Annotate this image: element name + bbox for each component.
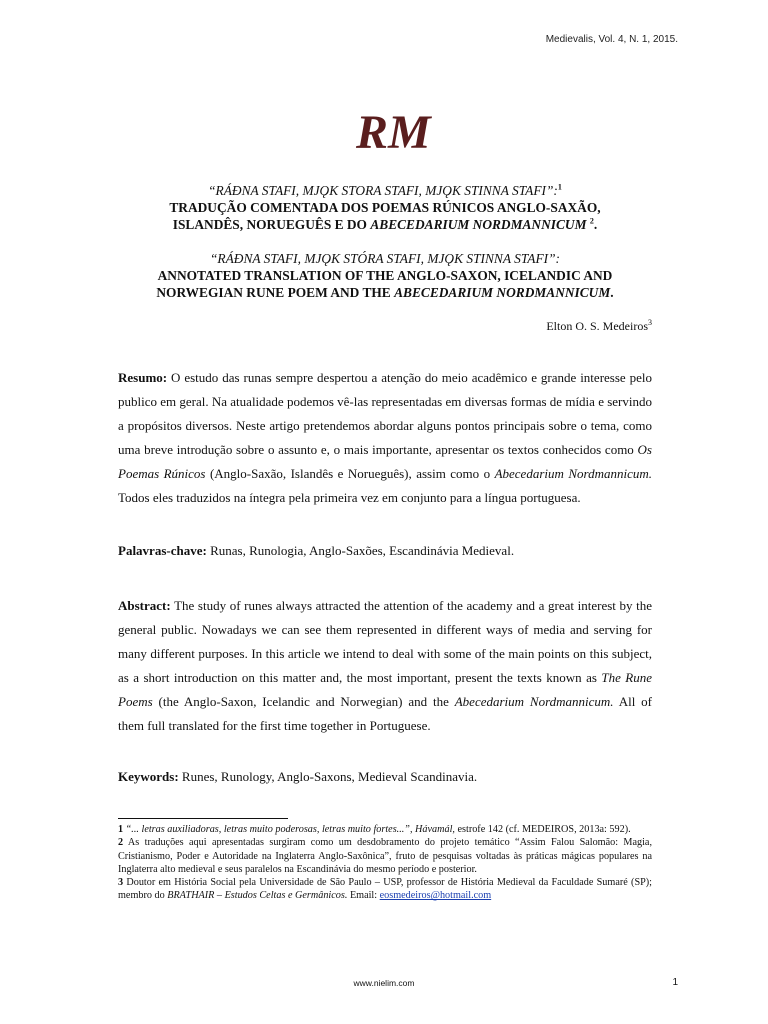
- footnote-divider: [118, 818, 288, 819]
- palavras-chave: Palavras-chave: Runas, Runologia, Anglo-Saxões, Escandinávia Medieval.: [118, 543, 515, 558]
- footnote-ref-2[interactable]: 2: [589, 216, 594, 226]
- author-name: Elton O. S. Medeiros$^3$: [546, 318, 652, 333]
- resumo-paragraph: Resumo: O estudo das runas sempre despertou a atenção do meio acadêmico e grande interesse pelo publico em geral. Na atualidade podemos vê-las representadas em diversas formas de mídia e servindo a propósitos diversos. Neste artigo pretendemos abordar alguns pontos principais sobre o tema, como uma breve introdução sobre o assunto e, o mais importante, apresentar os textos conhecidos como Os Poemas Rúnicos (Anglo-Saxão, Islandês e Norueguês), assim como o Abecedarium Nordmannicum. Todos eles traduzidos na íntegra pela primeira vez em conjunto para a língua portuguesa.: [118, 370, 652, 505]
- keywords-label: Keywords:: [118, 769, 179, 784]
- resumo-label: Resumo:: [118, 370, 168, 385]
- footnote-3: 3 Doutor em História Social pela Universidade de São Paulo – USP, professor de História Medieval da Faculdade Sumaré (SP); membro do BRATHAIR – Estudos Celtas e Germânicos. Email: eosmedeiros@hotmail.com: [118, 877, 652, 902]
- keywords: Keywords: Runes, Runology, Anglo-Saxons, Medieval Scandinavia.: [118, 769, 478, 784]
- footnote-2: 2 As traduções aqui apresentadas surgiram como um desdobramento do projeto temático “Assim Falou Salomão: Magia, Cristianismo, Poder e Autoridade na Inglaterra Anglo-Saxônica”, fruto de pesquisas voltadas às práticas mágicas populares na Inglaterra alto medieval e seus paralelos na Escandinávia do mesmo período e posterior.: [118, 837, 652, 875]
- page-number: 1: [672, 977, 678, 988]
- journal-logo: [354, 102, 431, 160]
- epigraph-pt: “RÁÐNA STAFI, MJǪK STORA STAFI, MJǪK STINNA STAFI”:: [208, 183, 558, 198]
- footnote-ref-1[interactable]: 1: [557, 182, 562, 192]
- title-pt-italic: ABECEDARIUM NORDMANNICUM: [370, 217, 587, 232]
- footer-url[interactable]: www.nielim.com: [353, 978, 415, 988]
- abstract-label: Abstract:: [118, 598, 171, 613]
- footnote-ref-3[interactable]: 3: [648, 318, 652, 327]
- title-english: “RÁÐNA STAFI, MJǪK STÓRA STAFI, MJǪK STINNA STAFI”: ANNOTATED TRANSLATION OF THE ANGLO-SAXON, ICELANDIC AND NORWEGIAN RUNE POEM AND THE ABECEDARIUM NORDMANNICUM.: [118, 250, 652, 301]
- title-portuguese: “RÁÐNA STAFI, MJǪK STORA STAFI, MJǪK STINNA STAFI”:$^1$ TRADUÇÃO COMENTADA DOS POEMAS RÚNICOS ANGLO-SAXÃO, ISLANDÊS, NORUEGUÊS E DO ABECEDARIUM NORDMANNICUM $^2$.: [118, 182, 652, 233]
- title-en-line1: ANNOTATED TRANSLATION OF THE ANGLO-SAXON, ICELANDIC AND: [157, 268, 613, 283]
- logo-text: RM: [356, 106, 431, 159]
- title-pt-line1: TRADUÇÃO COMENTADA DOS POEMAS RÚNICOS ANGLO-SAXÃO,: [169, 200, 601, 215]
- title-en-italic: ABECEDARIUM NORDMANNICUM: [394, 285, 611, 300]
- abstract-paragraph: Abstract: The study of runes always attracted the attention of the academy and a great interest by the general public. Nowadays we can see them represented in different ways of media and serving for many different purposes. In this article we intend to deal with some of the main points on this subject, as a short introduction on this matter and, the most important, present the texts known as The Rune Poems (the Anglo-Saxon, Icelandic and Norwegian) and the Abecedarium Nordmannicum. All of them full translated for the first time together in Portuguese.: [118, 598, 652, 733]
- footnote-1: 1 “... letras auxiliadoras, letras muito poderosas, letras muito fortes...”, Hávamál, estrofe 142 (cf. MEDEIROS, 2013a: 592).: [118, 824, 631, 835]
- email-link[interactable]: eosmedeiros@hotmail.com: [379, 890, 492, 902]
- title-en-line2: NORWEGIAN RUNE POEM AND THE: [156, 285, 395, 300]
- title-pt-line2: ISLANDÊS, NORUEGUÊS E DO: [172, 217, 371, 232]
- epigraph-en: “RÁÐNA STAFI, MJǪK STÓRA STAFI, MJǪK STINNA STAFI”:: [209, 251, 560, 266]
- journal-reference: Medievalis, Vol. 4, N. 1, 2015.: [545, 34, 678, 45]
- palavras-label: Palavras-chave:: [118, 543, 207, 558]
- footnotes: [118, 823, 652, 903]
